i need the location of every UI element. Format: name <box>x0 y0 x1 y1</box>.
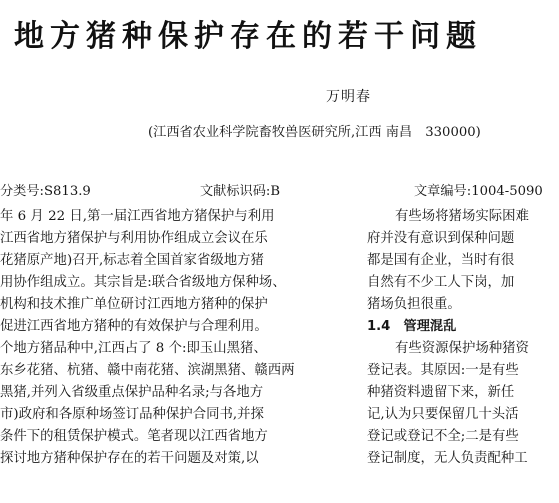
body-line: 有些资源保护场种猪资 <box>395 341 529 356</box>
body-line: 用协作组成立。其宗旨是:联合省级地方保种场、 <box>0 275 286 290</box>
article-title: 地方猪种保护存在的若干问题 <box>14 19 482 54</box>
document-code: 文献标识码:B <box>200 184 281 199</box>
body-line: 种猪资料遗留下来，新任 <box>367 385 515 400</box>
body-line: 东乡花猪、杭猪、赣中南花猪、滨湖黑猪、赣西两 <box>0 363 295 378</box>
body-line: 江西省地方猪保护与利用协作组成立会议在乐 <box>0 231 268 246</box>
body-line: 猪场负担很重。 <box>367 297 461 312</box>
body-line: 条件下的租赁保护模式。笔者现以江西省地方 <box>0 429 268 444</box>
body-line: 登记或登记不全;二是有些 <box>367 429 519 444</box>
left-column <box>0 206 345 470</box>
body-line: 都是国有企业，当时有很 <box>367 253 515 268</box>
author-name: 万明春 <box>326 89 371 105</box>
body-line: 自然有不少工人下岗，加 <box>367 275 515 290</box>
body-line: 黑猪,并列入省级重点保护品种名录;与各地方 <box>0 385 264 400</box>
body-line: 探讨地方猪种保护存在的若干问题及对策,以 <box>0 451 259 466</box>
body-line: 记,认为只要保留几十头活 <box>367 407 519 422</box>
classification-number: 分类号:S813.9 <box>0 184 91 199</box>
body-line: 机构和技术推广单位研讨江西地方猪种的保护 <box>0 297 268 312</box>
body-line: 登记制度，无人负责配种工 <box>367 451 528 466</box>
article-number: 文章编号:1004-5090 <box>414 184 543 199</box>
section-heading: 1.4 管理混乱 <box>367 319 457 334</box>
right-column <box>367 206 559 470</box>
author-affiliation: (江西省农业科学院畜牧兽医研究所,江西 南昌 330000) <box>148 125 481 140</box>
body-line: 促进江西省地方猪种的有效保护与合理利用。 <box>0 319 268 334</box>
body-line: 个地方猪品种中,江西占了 8 个:即玉山黑猪、 <box>0 341 267 356</box>
body-line: 年 6 月 22 日,第一届江西省地方猪保护与利用 <box>0 209 275 224</box>
body-line: 花猪原产地)召开,标志着全国首家省级地方猪 <box>0 253 264 268</box>
body-line: 登记表。其原因:一是有些 <box>367 363 519 378</box>
body-line: 府并没有意识到保种问题 <box>367 231 515 246</box>
body-line: 有些场将猪场实际困难 <box>395 209 529 224</box>
body-line: 市)政府和各原种场签订品种保护合同书,并探 <box>0 407 264 422</box>
